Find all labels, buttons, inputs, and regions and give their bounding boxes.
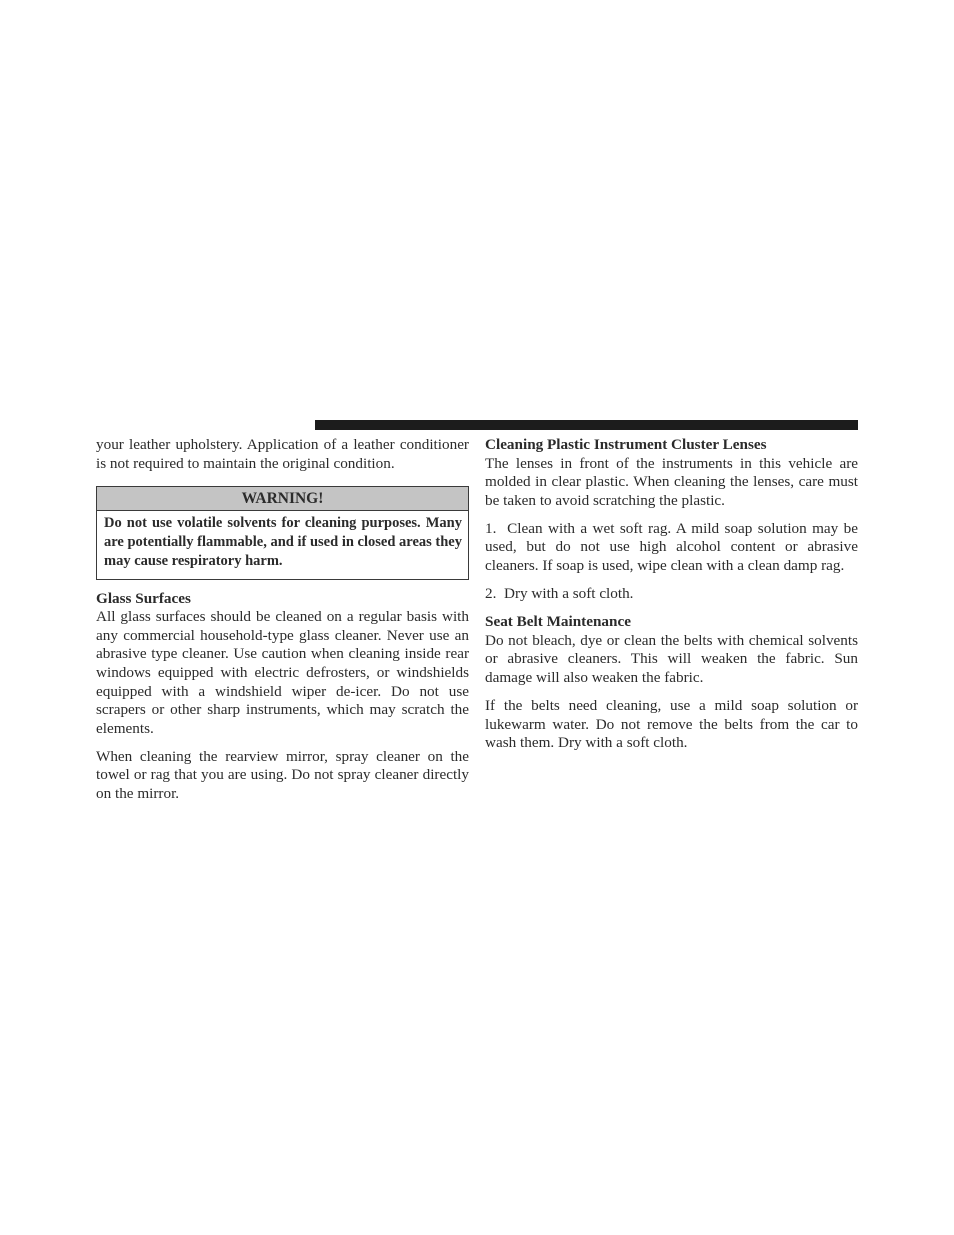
seat-belt-heading: Seat Belt Maintenance — [485, 613, 631, 631]
cluster-lenses-heading: Cleaning Plastic Instrument Cluster Lenses — [485, 436, 767, 453]
intro-paragraph: your leather upholstery. Application of a leather conditioner is not required to maintain the original condition. — [96, 436, 469, 472]
glass-surfaces-heading: Glass Surfaces — [96, 589, 191, 607]
section-header-bar — [315, 420, 858, 430]
glass-surfaces-paragraph: All glass surfaces should be cleaned on a regular basis with any commercial household-type glass cleaner. Never use an abrasive type cleaner. Use caution when cleaning inside rear windows equipped with electric defrosters, or windshields equipped with a windshield wiper de-icer. Do not use scrapers or other sharp instruments, which may scratch the elements. — [96, 608, 469, 737]
right-column — [485, 436, 858, 762]
warning-title: WARNING! — [97, 487, 468, 511]
rearview-mirror-paragraph: When cleaning the rearview mirror, spray cleaner on the towel or rag that you are using. Do not spray cleaner directly on the mirror. — [96, 747, 469, 803]
left-column — [96, 436, 469, 813]
cleaning-step-1: 1. Clean with a wet soft rag. A mild soap solution may be used, but do not use high alcohol content or abrasive cleaners. If soap is used, wipe clean with a clean damp rag. — [485, 519, 858, 575]
seat-belt-paragraph-2: If the belts need cleaning, use a mild soap solution or lukewarm water. Do not remove the belts from the car to wash them. Dry with a soft cloth. — [485, 697, 858, 752]
seat-belt-paragraph-1: Do not bleach, dye or clean the belts with chemical solvents or abrasive cleaners. This will weaken the fabric. Sun damage will also weaken the fabric. — [485, 631, 858, 687]
cleaning-step-2: 2. Dry with a soft cloth. — [485, 585, 634, 603]
warning-body: Do not use volatile solvents for cleaning purposes. Many are potentially flammable, and if used in closed areas they may cause respiratory harm. — [104, 515, 462, 569]
warning-box — [96, 486, 469, 579]
cluster-lenses-paragraph: The lenses in front of the instruments in this vehicle are molded in clear plastic. When cleaning the lenses, care must be taken to avoid scratching the plastic. — [485, 454, 858, 509]
